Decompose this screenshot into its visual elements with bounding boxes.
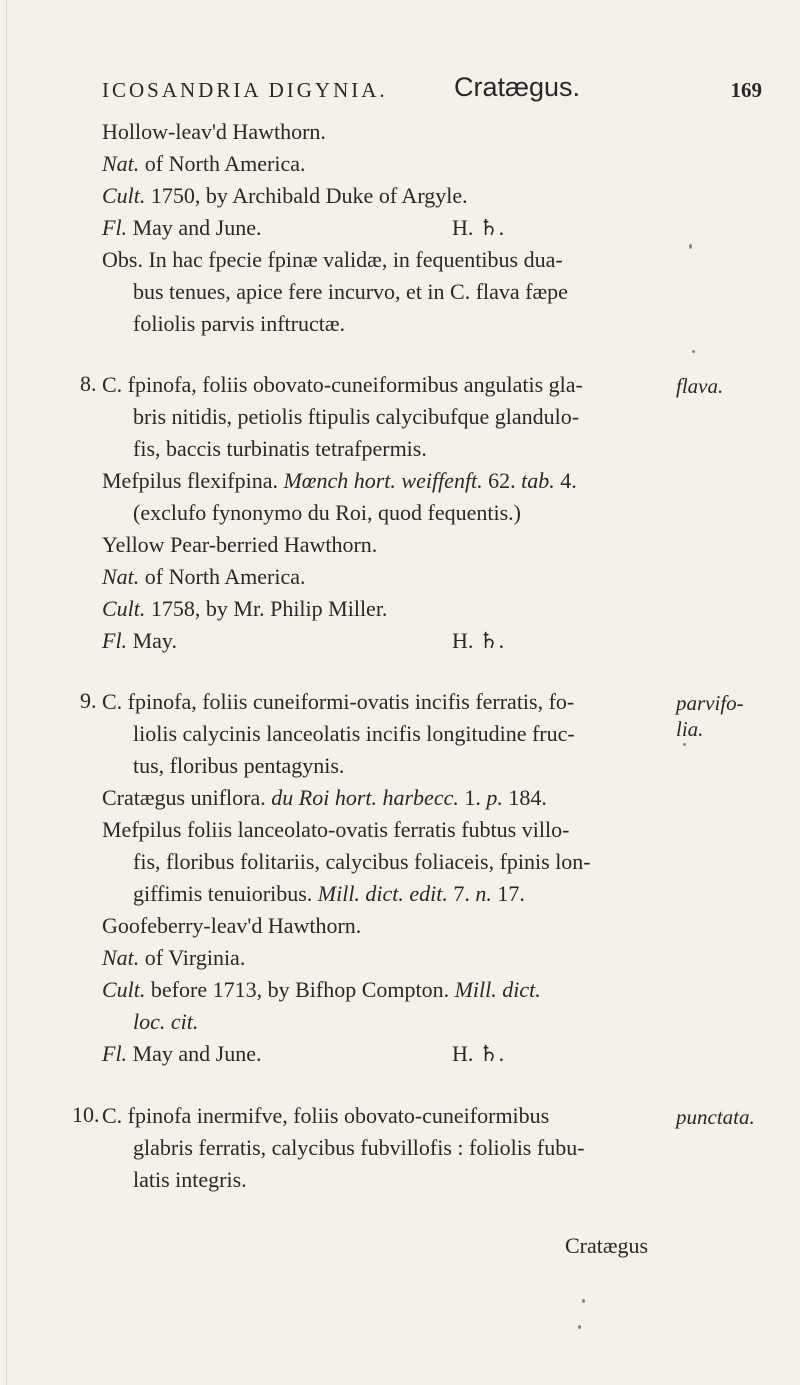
diagnosis-line: C. fpinofa inermifve, foliis obovato-cuneiformibus — [102, 1103, 550, 1128]
synonym-line: Mefpilus flexifpina. Mœnch hort. weiffenft. 62. tab. 4. — [102, 468, 577, 493]
ink-speck — [582, 1299, 585, 1303]
flowering-line: Fl. May and June. — [102, 215, 262, 240]
entry-number: 10. — [72, 1102, 100, 1127]
diagnosis-line: glabris ferratis, calycibus fubvillofis : foliolis fubu- — [133, 1135, 585, 1160]
catchword: Cratægus — [565, 1233, 649, 1258]
observation-line: bus tenues, apice fere incurvo, et in C. flava fæpe — [133, 279, 568, 304]
synonym-line: giffimis tenuioribus. Mill. dict. edit. 7. n. 17. — [133, 881, 525, 906]
diagnosis-line: C. fpinofa, foliis cuneiformi-ovatis incifis ferratis, fo- — [102, 689, 575, 714]
ink-speck — [689, 244, 692, 249]
habit-mark: H. ♄. — [452, 628, 505, 653]
cultivation-line: Cult. 1750, by Archibald Duke of Argyle. — [102, 183, 468, 208]
synonym-line: Mefpilus foliis lanceolato-ovatis ferratis fubtus villo- — [102, 817, 570, 842]
page-number: 169 — [730, 78, 762, 102]
native-line: Nat. of North America. — [102, 564, 306, 589]
diagnosis-line: C. fpinofa, foliis obovato-cuneiformibus angulatis gla- — [102, 372, 583, 397]
observation-line: foliolis parvis inftructæ. — [133, 311, 346, 336]
diagnosis-line: tus, floribus pentagynis. — [133, 753, 345, 778]
entry-number: 9. — [80, 688, 97, 713]
habit-mark: H. ♄. — [452, 215, 505, 240]
reference-line: loc. cit. — [133, 1009, 199, 1034]
margin-species-name: parvifo- lia. — [676, 691, 744, 741]
flowering-line: Fl. May. — [102, 628, 177, 653]
diagnosis-line: latis integris. — [133, 1167, 247, 1192]
native-line: Nat. of North America. — [102, 151, 306, 176]
diagnosis-line: bris nitidis, petiolis ftipulis calycibufque glandulo- — [133, 404, 580, 429]
page-header — [102, 72, 762, 116]
ink-speck — [692, 350, 695, 353]
synonym-line: Cratægus uniflora. du Roi hort. harbecc. 1. p. 184. — [102, 785, 547, 810]
running-title: ICOSANDRIA DIGYNIA. — [102, 78, 388, 102]
common-name: Yellow Pear-berried Hawthorn. — [102, 532, 378, 557]
common-name: Hollow-leav'd Hawthorn. — [102, 119, 326, 144]
diagnosis-line: fis, baccis turbinatis tetrafpermis. — [133, 436, 427, 461]
ink-speck — [578, 1325, 581, 1329]
synonym-line: fis, floribus folitariis, calycibus foliaceis, fpinis lon- — [133, 849, 591, 874]
flowering-line: Fl. May and June. — [102, 1041, 262, 1066]
cultivation-line: Cult. 1758, by Mr. Philip Miller. — [102, 596, 388, 621]
common-name: Goofeberry-leav'd Hawthorn. — [102, 913, 362, 938]
native-line: Nat. of Virginia. — [102, 945, 246, 970]
entry-number: 8. — [80, 371, 97, 396]
observation-line: Obs. In hac fpecie fpinæ validæ, in fequentibus dua- — [102, 247, 563, 272]
diagnosis-line: liolis calycinis lanceolatis incifis longitudine fruc- — [133, 721, 575, 746]
gutter-shadow — [6, 0, 7, 1385]
habit-mark: H. ♄. — [452, 1041, 505, 1066]
synonym-note: (exclufo fynonymo du Roi, quod fequentis.) — [133, 500, 521, 525]
cultivation-line: Cult. before 1713, by Bifhop Compton. Mill. dict. — [102, 977, 541, 1002]
genus-heading: Cratægus. — [454, 72, 581, 102]
margin-species-name: punctata. — [676, 1105, 755, 1129]
ink-speck — [683, 743, 686, 746]
margin-species-name: flava. — [676, 374, 724, 398]
